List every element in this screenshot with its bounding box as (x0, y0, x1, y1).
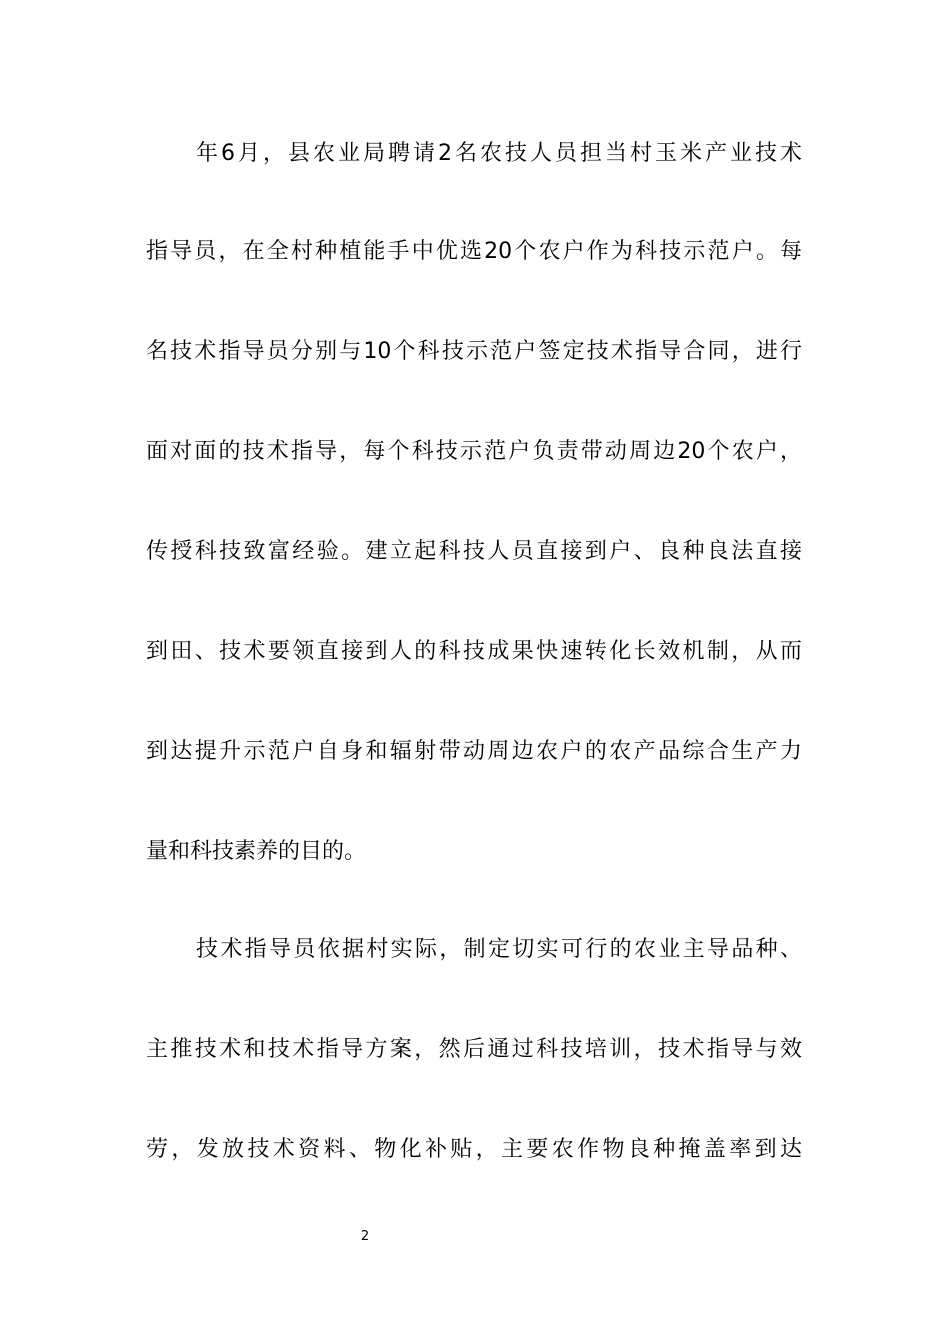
paragraph-1-line-1: 年6月，县农业局聘请2名农技人员担当村玉米产业技术 (196, 141, 802, 166)
paragraph-2-line-1: 技术指导员依据村实际，制定切实可行的农业主导品种、 (196, 937, 802, 962)
paragraph-1-line-5: 传授科技致富经验。建立起科技人员直接到户、良种良法直接 (146, 539, 802, 564)
paragraph-2-line-3: 劳，发放技术资料、物化补贴，主要农作物良种掩盖率到达 (146, 1137, 802, 1162)
paragraph-2-line-2: 主推技术和技术指导方案，然后通过科技培训，技术指导与效 (146, 1037, 802, 1062)
paragraph-1-line-8: 量和科技素养的目的。 (146, 839, 367, 864)
paragraph-1-line-4: 面对面的技术指导，每个科技示范户负责带动周边20个农户， (146, 439, 802, 464)
paragraph-1-line-6: 到田、技术要领直接到人的科技成果快速转化长效机制，从而 (146, 639, 802, 664)
paragraph-1-line-7: 到达提升示范户自身和辐射带动周边农户的农产品综合生产力 (146, 739, 802, 764)
page-number: 2 (360, 1229, 370, 1244)
paragraph-1-line-3: 名技术指导员分别与10个科技示范户签定技术指导合同，进行 (146, 339, 802, 364)
paragraph-1-line-2: 指导员，在全村种植能手中优选20个农户作为科技示范户。每 (146, 239, 802, 264)
